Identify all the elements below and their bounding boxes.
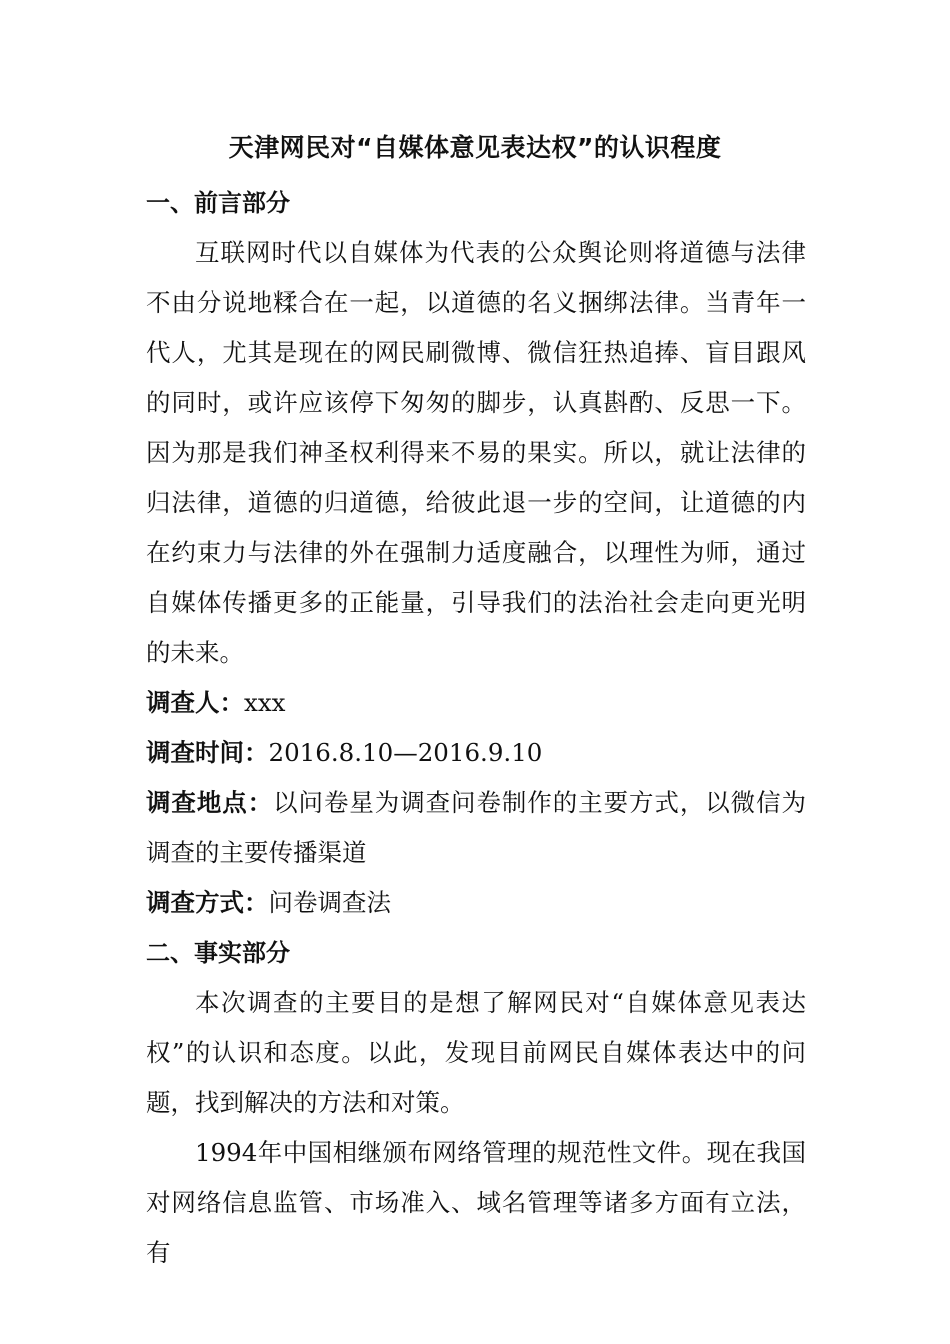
facts-paragraph-2: 1994年中国相继颁布网络管理的规范性文件。现在我国对网络信息监管、市场准入、域名管理等诸多方面有立法，有 (146, 1138, 806, 1267)
survey-location-value: 以问卷星为调查问卷制作的主要方式，以微信为调查的主要传播渠道 (146, 788, 807, 867)
survey-time-line (146, 728, 806, 778)
investigator-label: 调查人： (146, 688, 244, 717)
survey-time-value: 2016.8.10—2016.9.10 (268, 738, 543, 767)
survey-time-label: 调查时间： (146, 738, 269, 767)
survey-location-label: 调查地点： (146, 788, 274, 817)
survey-method-value: 问卷调查法 (268, 888, 391, 917)
survey-method-line (146, 878, 806, 928)
facts-paragraph-1: 本次调查的主要目的是想了解网民对“自媒体意见表达权”的认识和态度。以此，发现目前网民自媒体表达中的问题，找到解决的方法和对策。 (146, 988, 806, 1117)
investigator-value: xxx (244, 688, 286, 717)
survey-location-line (146, 778, 806, 878)
investigator-line (146, 678, 806, 728)
survey-method-label: 调查方式： (146, 888, 269, 917)
document-body (146, 178, 806, 1278)
section-heading-facts: 二、事实部分 (146, 939, 290, 967)
preface-paragraph: 互联网时代以自媒体为代表的公众舆论则将道德与法律不由分说地糅合在一起，以道德的名义捆绑法律。当青年一代人，尤其是现在的网民刷微博、微信狂热追捧、盲目跟风的同时，或许应该停下匆匆的脚步，认真斟酌、反思一下。因为那是我们神圣权利得来不易的果实。所以，就让法律的归法律，道德的归道德，给彼此退一步的空间，让道德的内在约束力与法律的外在强制力适度融合，以理性为师，通过自媒体传播更多的正能量，引导我们的法治社会走向更光明的未来。 (146, 238, 806, 667)
document-title: 天津网民对“自媒体意见表达权”的认识程度 (228, 133, 722, 162)
section-heading-preface: 一、前言部分 (146, 189, 290, 217)
